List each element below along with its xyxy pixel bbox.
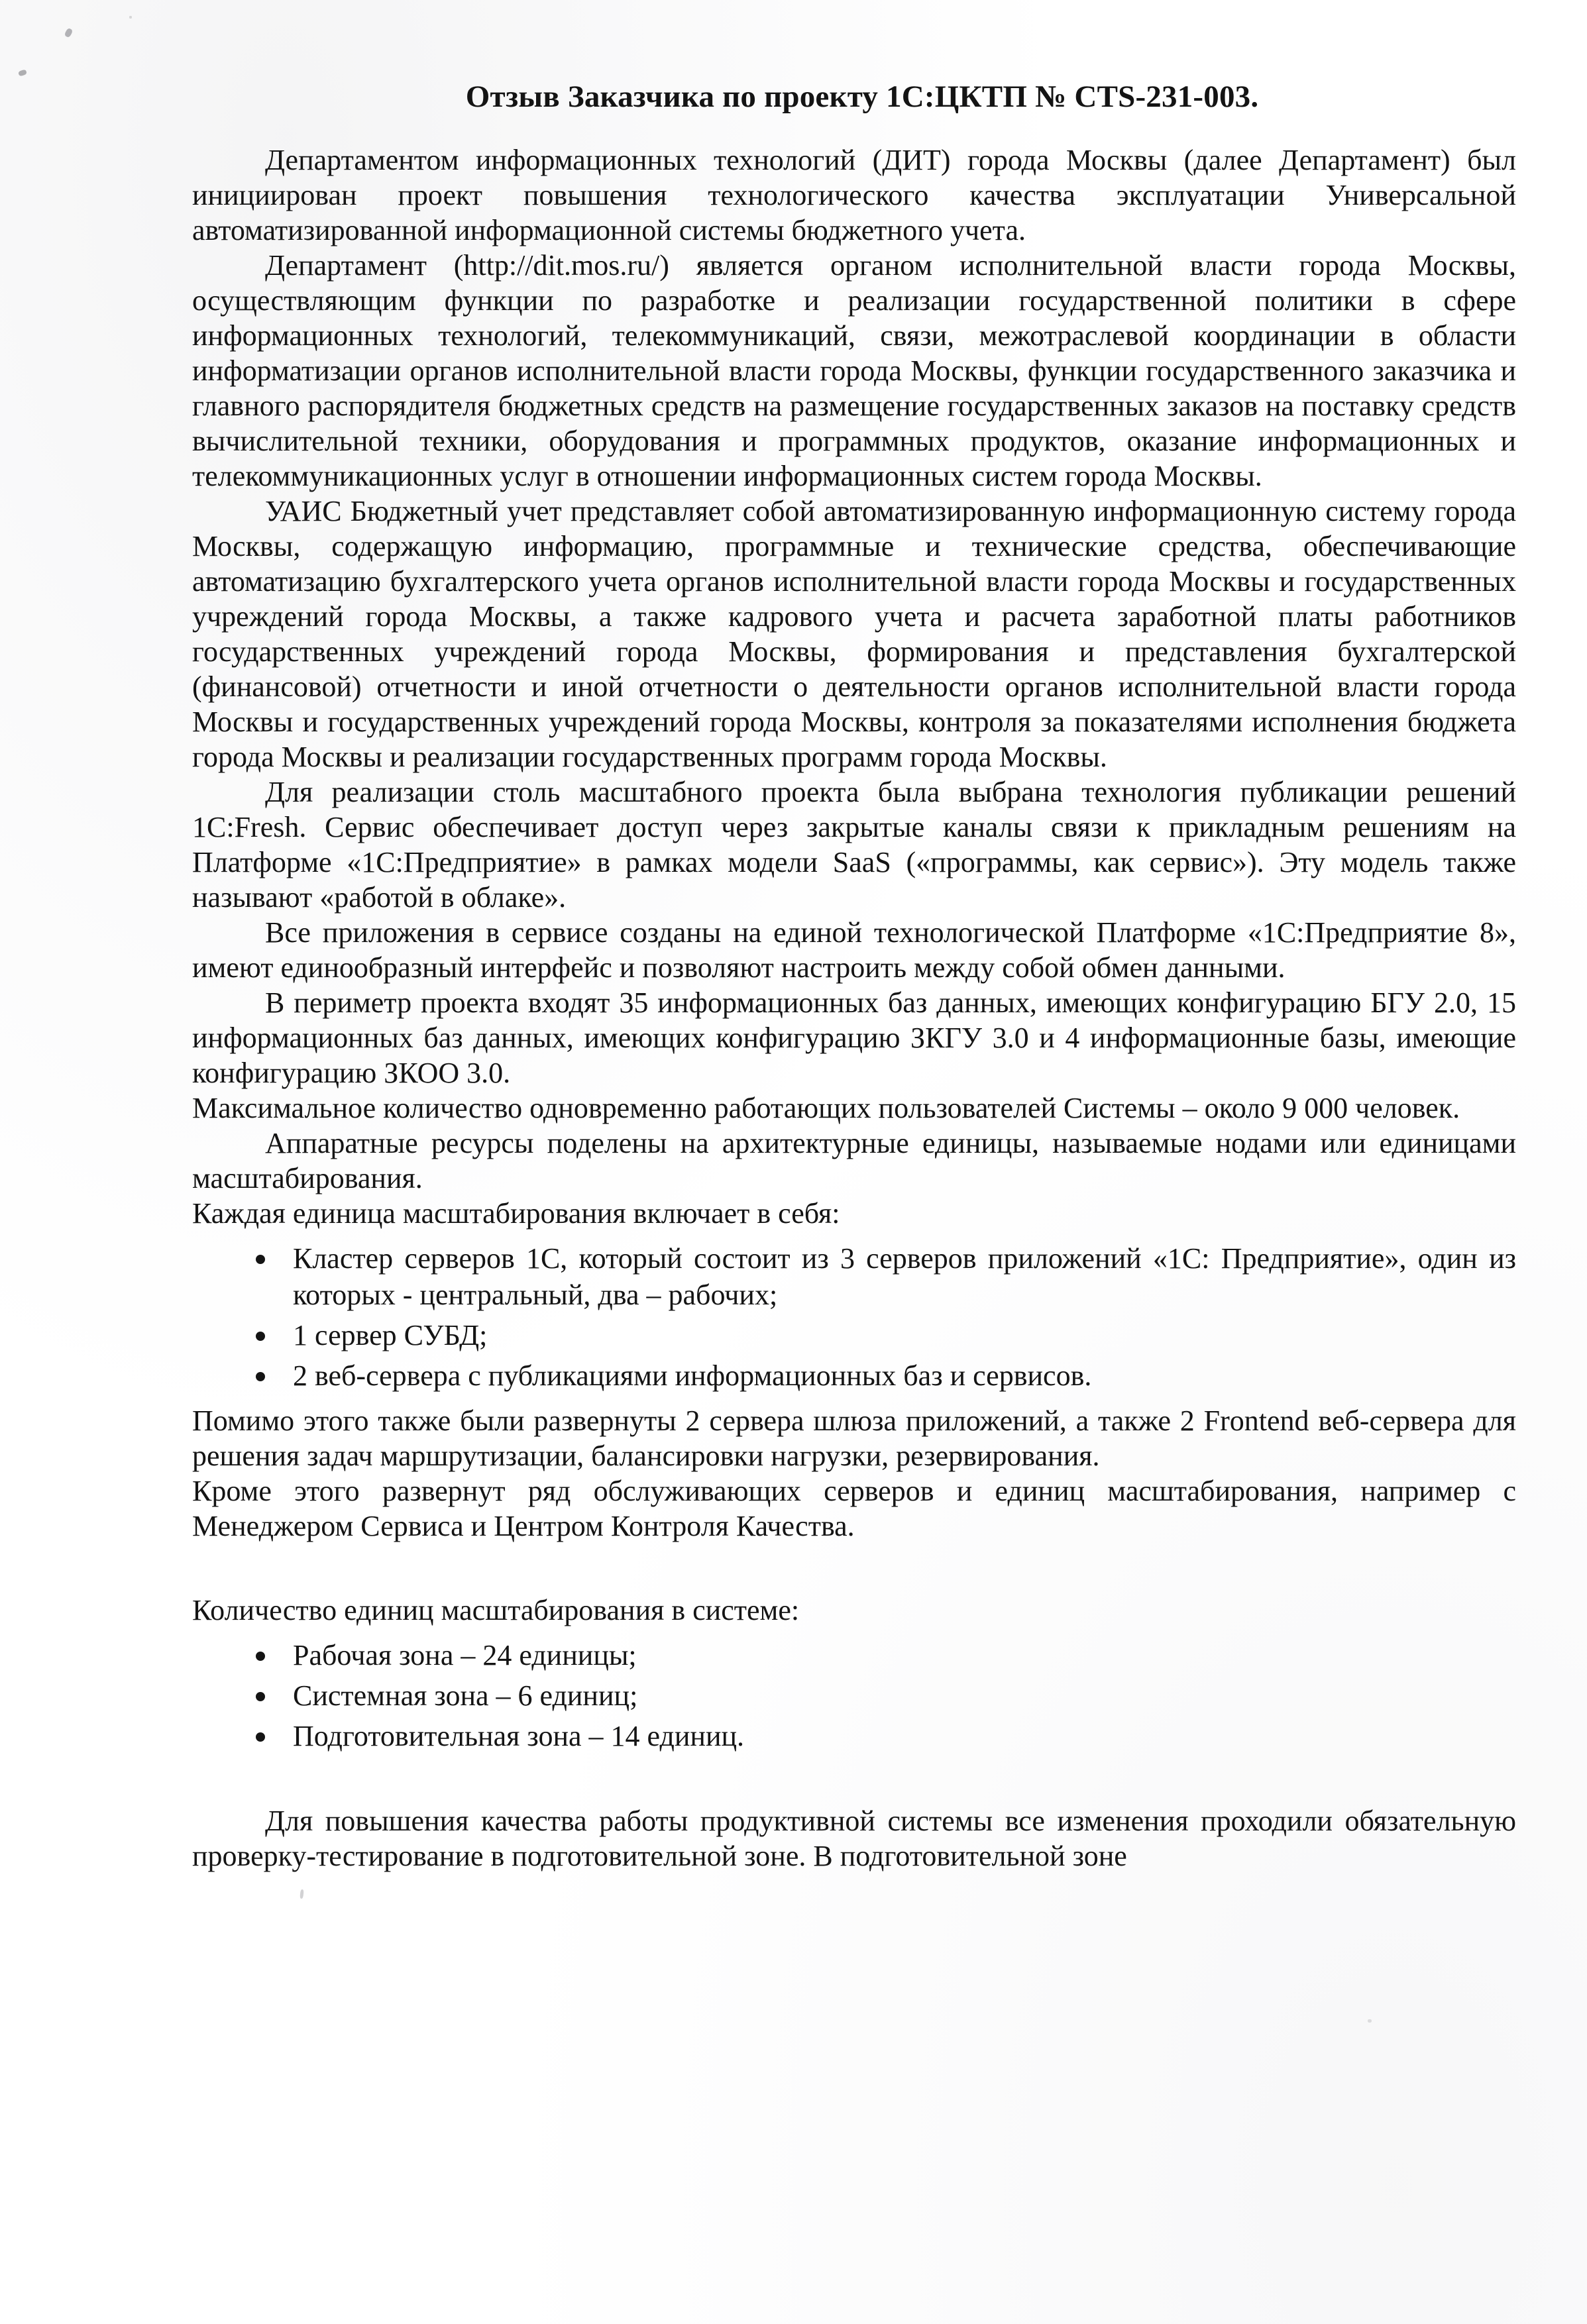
bullet-dot-icon: [256, 1692, 265, 1701]
bullet-dot-icon: [256, 1732, 265, 1742]
list-item-label: 2 веб-сервера с публикациями информационных баз и сервисов.: [293, 1359, 1092, 1393]
bullet-dot-icon: [256, 1255, 265, 1264]
paragraph-scaling-unit-intro: Каждая единица масштабирования включает в себя:: [192, 1197, 840, 1230]
list-item: [192, 1317, 1516, 1353]
document-title: Отзыв Заказчика по проекту 1С:ЦКТП № CTS-231-003.: [465, 79, 1259, 114]
paragraph-department-role: Департамент (http://dit.mos.ru/) является органом исполнительной власти города Москвы, осуществляющим функции по разработке и реализации государственной политики в сфере информационных технологий, телекоммуникаций, связи, межотраслевой координации в области информатизации органов исполнительной власти города Москвы, функции государственного заказчика и главного распорядителя бюджетных средств на размещение государственных заказов на поставку средств вычислительной техники, оборудования и программных продуктов, оказание информационных и телекоммуникационных услуг в отношении информационных систем города Москвы.: [192, 248, 1516, 492]
list-item: [192, 1357, 1516, 1394]
bullet-dot-icon: [256, 1332, 265, 1341]
paragraph-service-servers: Кроме этого развернут ряд обслуживающих серверов и единиц масштабирования, например с Менеджером Сервиса и Центром Контроля Качества.: [192, 1475, 1516, 1543]
list-item-label: Подготовительная зона – 14 единиц.: [293, 1720, 745, 1753]
paragraph-zones-intro: Количество единиц масштабирования в системе:: [192, 1594, 800, 1627]
list-item: [192, 1637, 1516, 1673]
bullet-dot-icon: [256, 1372, 265, 1381]
list-item-label: Рабочая зона – 24 единицы;: [293, 1639, 637, 1672]
list-item: [192, 1240, 1516, 1313]
list-item: [192, 1718, 1516, 1754]
paragraph-fresh-technology: Для реализации столь масштабного проекта была выбрана технология публикации решений 1C:Fresh. Сервис обеспечивает доступ через закрытые каналы связи к прикладным решениям на Платформе «1С:Предприятие» в рамках модели SaaS («программы, как сервис»). Эту модель также называют «работой в облаке».: [192, 775, 1516, 914]
paragraph-max-users: Максимальное количество одновременно работающих пользователей Системы – около 9 000 человек.: [192, 1092, 1460, 1125]
document-body: [192, 79, 1516, 1874]
paragraph-intro: Департаментом информационных технологий (ДИТ) города Москвы (далее Департамент) был инициирован проект повышения технологического качества эксплуатации Универсальной автоматизированной информационной системы бюджетного учета.: [192, 143, 1516, 246]
list-scaling-unit-components: [192, 1240, 1516, 1394]
list-scaling-zones: [192, 1637, 1516, 1754]
paragraph-hardware-resources: Аппаратные ресурсы поделены на архитектурные единицы, называемые нодами или единицами масштабирования.: [192, 1127, 1516, 1195]
paragraph-project-perimeter: В периметр проекта входят 35 информационных баз данных, имеющих конфигурацию БГУ 2.0, 15 информационных баз данных, имеющих конфигурацию ЗКГУ 3.0 и 4 информационные базы, имеющие конфигурацию ЗКОО 3.0.: [192, 986, 1516, 1090]
list-item-label: Системная зона – 6 единиц;: [293, 1679, 638, 1713]
paragraph-quality-testing: Для повышения качества работы продуктивной системы все изменения проходили обязательную проверку-тестирование в подготовительной зоне. В подготовительной зоне: [192, 1805, 1516, 1873]
list-item: [192, 1677, 1516, 1714]
list-item-label: 1 сервер СУБД;: [293, 1319, 488, 1352]
paragraph-uais-description: УАИС Бюджетный учет представляет собой автоматизированную информационную систему города Москвы, содержащую информацию, программные и технические средства, обеспечивающие автоматизацию бухгалтерского учета органов исполнительной власти города Москвы и государственных учреждений города Москвы, а также кадрового учета и расчета заработной платы работников государственных учреждений города Москвы, формирования и представления бухгалтерской (финансовой) отчетности и иной отчетности о деятельности органов исполнительной власти города Москвы и государственных учреждений города Москвы, контроля за показателями исполнения бюджета города Москвы и реализации государственных программ города Москвы.: [192, 494, 1516, 773]
paragraph-platform-apps: Все приложения в сервисе созданы на единой технологической Платформе «1С:Предприятие 8», имеют единообразный интерфейс и позволяют настроить между собой обмен данными.: [192, 916, 1516, 984]
list-item-label: Кластер серверов 1С, который состоит из 3 серверов приложений «1С: Предприятие», один из которых - центральный, два – рабочих;: [293, 1242, 1516, 1312]
bullet-dot-icon: [256, 1652, 265, 1661]
paragraph-gateway-servers: Помимо этого также были развернуты 2 сервера шлюза приложений, а также 2 Frontend веб-сервера для решения задач маршрутизации, балансировки нагрузки, резервирования.: [192, 1404, 1516, 1473]
